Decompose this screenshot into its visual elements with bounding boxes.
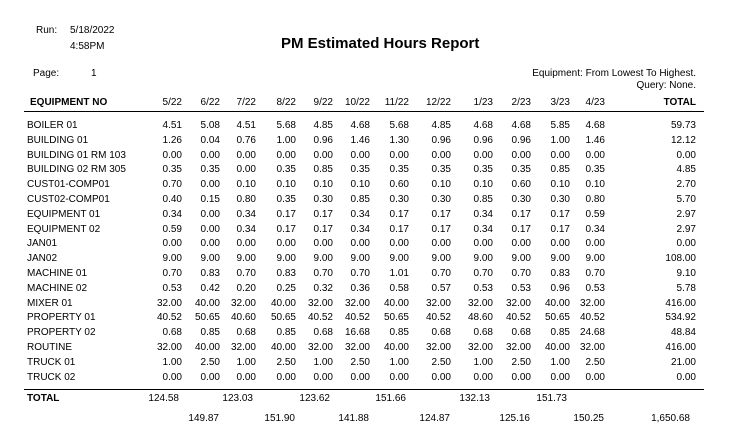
hours-cell: 32.00 <box>156 342 182 353</box>
hours-cell: 0.00 <box>431 238 451 249</box>
hours-cell: 40.00 <box>544 298 570 309</box>
hours-cell: 0.85 <box>550 164 570 175</box>
hours-cell: 0.34 <box>473 209 493 220</box>
hours-cell: 0.00 <box>200 224 220 235</box>
hours-cell: 1.46 <box>350 135 370 146</box>
hours-cell: 0.17 <box>313 224 333 235</box>
equipment-name: PROPERTY 01 <box>27 312 96 323</box>
grand-total: 1,650.68 <box>651 413 690 424</box>
hours-cell: 1.00 <box>550 135 570 146</box>
hours-cell: 0.00 <box>200 372 220 383</box>
hours-cell: 32.00 <box>344 298 370 309</box>
hours-cell: 9.00 <box>313 253 333 264</box>
hours-cell: 40.60 <box>230 312 256 323</box>
hours-cell: 1.00 <box>276 135 296 146</box>
hours-cell: 0.34 <box>236 209 256 220</box>
equipment-name: CUST02-COMP01 <box>27 194 110 205</box>
hours-cell: 0.35 <box>276 194 296 205</box>
equipment-name: TRUCK 02 <box>27 372 76 383</box>
hours-cell: 0.17 <box>313 209 333 220</box>
equipment-name: BUILDING 02 RM 305 <box>27 164 126 175</box>
hours-cell: 0.85 <box>389 327 409 338</box>
hours-cell: 0.85 <box>276 327 296 338</box>
hours-cell: 0.85 <box>200 327 220 338</box>
row-total: 2.70 <box>676 179 696 190</box>
hours-cell: 0.00 <box>473 150 493 161</box>
hours-cell: 0.00 <box>313 238 333 249</box>
hours-cell: 0.70 <box>236 268 256 279</box>
hours-cell: 32.00 <box>467 298 493 309</box>
run-time: 4:58PM <box>70 41 105 52</box>
equipment-name: JAN02 <box>27 253 58 264</box>
hours-cell: 0.10 <box>236 179 256 190</box>
hours-cell: 0.83 <box>276 268 296 279</box>
hours-cell: 0.00 <box>389 372 409 383</box>
hours-cell: 0.10 <box>473 179 493 190</box>
hours-cell: 0.68 <box>313 327 333 338</box>
hours-cell: 4.85 <box>313 120 333 131</box>
hours-cell: 9.00 <box>585 253 605 264</box>
hours-cell: 40.52 <box>505 312 531 323</box>
hours-cell: 40.52 <box>344 312 370 323</box>
hours-cell: 0.00 <box>236 150 256 161</box>
hours-cell: 48.60 <box>467 312 493 323</box>
hours-cell: 0.34 <box>585 224 605 235</box>
row-total: 416.00 <box>665 298 696 309</box>
equipment-name: MIXER 01 <box>27 298 73 309</box>
hours-cell: 0.00 <box>200 209 220 220</box>
row-total: 5.70 <box>676 194 696 205</box>
hours-cell: 0.17 <box>431 224 451 235</box>
hours-cell: 4.68 <box>473 120 493 131</box>
equipment-no-header: EQUIPMENT NO <box>30 97 108 108</box>
month-total: 149.87 <box>188 413 219 424</box>
hours-cell: 0.00 <box>585 372 605 383</box>
hours-cell: 0.00 <box>511 238 531 249</box>
hours-cell: 0.00 <box>276 372 296 383</box>
hours-cell: 0.68 <box>511 327 531 338</box>
hours-cell: 0.70 <box>162 268 182 279</box>
hours-cell: 0.76 <box>236 135 256 146</box>
hours-cell: 0.17 <box>276 209 296 220</box>
hours-cell: 5.68 <box>389 120 409 131</box>
month-total: 125.16 <box>499 413 530 424</box>
hours-cell: 0.80 <box>236 194 256 205</box>
row-total: 108.00 <box>665 253 696 264</box>
run-date: 5/18/2022 <box>70 25 115 36</box>
hours-cell: 0.10 <box>313 179 333 190</box>
hours-cell: 0.30 <box>431 194 451 205</box>
hours-cell: 50.65 <box>194 312 220 323</box>
hours-cell: 0.10 <box>350 179 370 190</box>
hours-cell: 0.00 <box>236 238 256 249</box>
hours-cell: 0.96 <box>511 135 531 146</box>
equipment-name: BUILDING 01 RM 103 <box>27 150 126 161</box>
hours-cell: 32.00 <box>467 342 493 353</box>
hours-cell: 2.50 <box>511 357 531 368</box>
hours-cell: 0.70 <box>431 268 451 279</box>
hours-cell: 0.30 <box>550 194 570 205</box>
hours-cell: 5.08 <box>200 120 220 131</box>
hours-cell: 9.00 <box>276 253 296 264</box>
hours-cell: 40.00 <box>194 298 220 309</box>
row-total: 2.97 <box>676 209 696 220</box>
hours-cell: 0.17 <box>511 224 531 235</box>
hours-cell: 4.85 <box>431 120 451 131</box>
hours-cell: 0.17 <box>431 209 451 220</box>
row-total: 0.00 <box>676 238 696 249</box>
month-header: 11/22 <box>384 97 409 108</box>
month-header: 2/23 <box>511 97 531 108</box>
hours-cell: 24.68 <box>579 327 605 338</box>
hours-cell: 0.30 <box>313 194 333 205</box>
hours-cell: 0.17 <box>276 224 296 235</box>
month-total: 123.62 <box>299 393 330 404</box>
hours-cell: 9.00 <box>350 253 370 264</box>
month-header: 3/23 <box>550 97 570 108</box>
hours-cell: 0.30 <box>511 194 531 205</box>
hours-cell: 5.68 <box>276 120 296 131</box>
hours-cell: 9.00 <box>236 253 256 264</box>
hours-cell: 1.26 <box>162 135 182 146</box>
hours-cell: 16.68 <box>344 327 370 338</box>
hours-cell: 0.58 <box>389 283 409 294</box>
hours-cell: 0.17 <box>550 224 570 235</box>
run-label: Run: <box>36 25 58 36</box>
hours-cell: 2.50 <box>200 357 220 368</box>
hours-cell: 0.00 <box>236 164 256 175</box>
hours-cell: 0.00 <box>431 150 451 161</box>
hours-cell: 0.53 <box>511 283 531 294</box>
row-total: 0.00 <box>676 372 696 383</box>
hours-cell: 0.00 <box>550 238 570 249</box>
hours-cell: 32.00 <box>230 342 256 353</box>
hours-cell: 40.52 <box>156 312 182 323</box>
hours-cell: 0.10 <box>550 179 570 190</box>
hours-cell: 0.00 <box>236 372 256 383</box>
month-header: 5/22 <box>162 97 182 108</box>
hours-cell: 0.00 <box>313 150 333 161</box>
hours-cell: 0.70 <box>350 268 370 279</box>
hours-cell: 0.34 <box>473 224 493 235</box>
hours-cell: 0.17 <box>389 224 409 235</box>
hours-cell: 32.00 <box>579 342 605 353</box>
hours-cell: 0.00 <box>550 150 570 161</box>
hours-cell: 0.00 <box>313 372 333 383</box>
hours-cell: 40.52 <box>425 312 451 323</box>
month-header: 12/22 <box>425 97 451 108</box>
hours-cell: 0.00 <box>276 238 296 249</box>
hours-cell: 0.00 <box>200 179 220 190</box>
month-total: 150.25 <box>573 413 604 424</box>
hours-cell: 40.00 <box>383 342 409 353</box>
total-header: TOTAL <box>663 97 696 108</box>
equipment-name: MACHINE 01 <box>27 268 88 279</box>
total-label: TOTAL <box>27 393 60 404</box>
hours-cell: 0.00 <box>511 150 531 161</box>
hours-cell: 1.30 <box>389 135 409 146</box>
hours-cell: 2.50 <box>585 357 605 368</box>
hours-cell: 0.85 <box>350 194 370 205</box>
hours-cell: 32.00 <box>156 298 182 309</box>
month-total: 124.58 <box>148 393 179 404</box>
hours-cell: 0.17 <box>511 209 531 220</box>
hours-cell: 0.80 <box>585 194 605 205</box>
hours-cell: 0.00 <box>585 150 605 161</box>
hours-cell: 32.00 <box>230 298 256 309</box>
month-total: 132.13 <box>459 393 490 404</box>
equipment-name: BUILDING 01 <box>27 135 89 146</box>
hours-cell: 0.68 <box>236 327 256 338</box>
hours-cell: 0.00 <box>350 238 370 249</box>
hours-cell: 1.00 <box>473 357 493 368</box>
hours-cell: 9.00 <box>431 253 451 264</box>
hours-cell: 40.00 <box>194 342 220 353</box>
hours-cell: 50.65 <box>544 312 570 323</box>
equipment-name: MACHINE 02 <box>27 283 88 294</box>
hours-cell: 0.00 <box>200 150 220 161</box>
hours-cell: 0.30 <box>389 194 409 205</box>
hours-cell: 40.00 <box>383 298 409 309</box>
equipment-name: PROPERTY 02 <box>27 327 96 338</box>
hours-cell: 1.00 <box>236 357 256 368</box>
equipment-name: ROUTINE <box>27 342 72 353</box>
hours-cell: 0.10 <box>276 179 296 190</box>
hours-cell: 0.17 <box>389 209 409 220</box>
hours-cell: 0.00 <box>162 372 182 383</box>
hours-cell: 0.35 <box>473 164 493 175</box>
row-total: 5.78 <box>676 283 696 294</box>
hours-cell: 32.00 <box>344 342 370 353</box>
month-total: 151.66 <box>375 393 406 404</box>
hours-cell: 0.25 <box>276 283 296 294</box>
hours-cell: 0.83 <box>550 268 570 279</box>
hours-cell: 0.60 <box>389 179 409 190</box>
hours-cell: 0.59 <box>585 209 605 220</box>
hours-cell: 40.00 <box>270 342 296 353</box>
hours-cell: 0.10 <box>431 179 451 190</box>
hours-cell: 40.52 <box>307 312 333 323</box>
hours-cell: 0.04 <box>200 135 220 146</box>
equipment-name: BOILER 01 <box>27 120 78 131</box>
hours-cell: 0.53 <box>585 283 605 294</box>
hours-cell: 0.00 <box>550 372 570 383</box>
hours-cell: 0.00 <box>389 238 409 249</box>
hours-cell: 0.00 <box>473 238 493 249</box>
hours-cell: 0.35 <box>585 164 605 175</box>
equipment-name: CUST01-COMP01 <box>27 179 110 190</box>
hours-cell: 4.51 <box>236 120 256 131</box>
hours-cell: 0.00 <box>350 372 370 383</box>
hours-cell: 0.57 <box>431 283 451 294</box>
hours-cell: 9.00 <box>473 253 493 264</box>
hours-cell: 9.00 <box>511 253 531 264</box>
hours-cell: 0.40 <box>162 194 182 205</box>
hours-cell: 0.00 <box>389 150 409 161</box>
hours-cell: 2.50 <box>276 357 296 368</box>
row-total: 0.00 <box>676 150 696 161</box>
hours-cell: 4.68 <box>585 120 605 131</box>
hours-cell: 32.00 <box>307 298 333 309</box>
hours-cell: 40.00 <box>270 298 296 309</box>
row-total: 9.10 <box>676 268 696 279</box>
hours-cell: 1.00 <box>550 357 570 368</box>
hours-cell: 0.10 <box>585 179 605 190</box>
hours-cell: 0.00 <box>585 238 605 249</box>
hours-cell: 50.65 <box>270 312 296 323</box>
hours-cell: 0.70 <box>313 268 333 279</box>
hours-cell: 9.00 <box>162 253 182 264</box>
hours-cell: 9.00 <box>389 253 409 264</box>
hours-cell: 0.70 <box>473 268 493 279</box>
report-title: PM Estimated Hours Report <box>281 35 480 52</box>
month-total: 141.88 <box>338 413 369 424</box>
hours-cell: 1.00 <box>162 357 182 368</box>
month-header: 8/22 <box>276 97 296 108</box>
hours-cell: 0.53 <box>162 283 182 294</box>
hours-cell: 0.00 <box>473 372 493 383</box>
page-label: Page: <box>33 68 60 79</box>
hours-cell: 5.85 <box>550 120 570 131</box>
hours-cell: 0.85 <box>313 164 333 175</box>
equipment-name: EQUIPMENT 01 <box>27 209 101 220</box>
hours-cell: 0.68 <box>473 327 493 338</box>
equipment-name: EQUIPMENT 02 <box>27 224 101 235</box>
row-total: 12.12 <box>670 135 696 146</box>
month-header: 9/22 <box>313 97 333 108</box>
hours-cell: 0.83 <box>200 268 220 279</box>
hours-cell: 2.50 <box>350 357 370 368</box>
row-total: 416.00 <box>665 342 696 353</box>
hours-cell: 0.70 <box>162 179 182 190</box>
hours-cell: 0.34 <box>350 224 370 235</box>
month-total: 151.73 <box>536 393 567 404</box>
hours-cell: 0.00 <box>431 372 451 383</box>
hours-cell: 0.35 <box>276 164 296 175</box>
month-header: 1/23 <box>473 97 493 108</box>
hours-cell: 0.96 <box>550 283 570 294</box>
hours-cell: 50.65 <box>383 312 409 323</box>
hours-cell: 0.68 <box>162 327 182 338</box>
hours-cell: 0.34 <box>350 209 370 220</box>
hours-cell: 0.96 <box>473 135 493 146</box>
hours-cell: 9.00 <box>550 253 570 264</box>
hours-cell: 1.01 <box>389 268 409 279</box>
hours-cell: 32.00 <box>307 342 333 353</box>
hours-cell: 40.52 <box>579 312 605 323</box>
hours-cell: 2.50 <box>431 357 451 368</box>
month-header: 6/22 <box>200 97 220 108</box>
hours-cell: 0.60 <box>511 179 531 190</box>
hours-cell: 0.35 <box>200 164 220 175</box>
hours-cell: 0.35 <box>389 164 409 175</box>
hours-cell: 0.00 <box>350 150 370 161</box>
hours-cell: 1.46 <box>585 135 605 146</box>
total-rule <box>24 389 704 390</box>
hours-cell: 0.00 <box>200 238 220 249</box>
month-total: 124.87 <box>419 413 450 424</box>
hours-cell: 0.36 <box>350 283 370 294</box>
hours-cell: 0.20 <box>236 283 256 294</box>
hours-cell: 1.00 <box>389 357 409 368</box>
month-total: 151.90 <box>264 413 295 424</box>
row-total: 48.84 <box>670 327 696 338</box>
hours-cell: 0.96 <box>313 135 333 146</box>
hours-cell: 32.00 <box>505 342 531 353</box>
hours-cell: 9.00 <box>200 253 220 264</box>
page-number: 1 <box>91 68 97 79</box>
hours-cell: 0.35 <box>511 164 531 175</box>
equipment-name: JAN01 <box>27 238 58 249</box>
hours-cell: 0.35 <box>350 164 370 175</box>
header-rule <box>24 111 704 112</box>
hours-cell: 0.53 <box>473 283 493 294</box>
hours-cell: 32.00 <box>505 298 531 309</box>
hours-cell: 0.70 <box>585 268 605 279</box>
row-total: 534.92 <box>665 312 696 323</box>
hours-cell: 40.00 <box>544 342 570 353</box>
hours-cell: 0.34 <box>162 209 182 220</box>
month-header: 4/23 <box>585 97 605 108</box>
hours-cell: 0.35 <box>431 164 451 175</box>
equipment-name: TRUCK 01 <box>27 357 76 368</box>
hours-cell: 0.00 <box>162 150 182 161</box>
hours-cell: 0.00 <box>511 372 531 383</box>
hours-cell: 0.70 <box>511 268 531 279</box>
hours-cell: 1.00 <box>313 357 333 368</box>
month-header: 10/22 <box>344 97 370 108</box>
hours-cell: 32.00 <box>425 342 451 353</box>
hours-cell: 32.00 <box>579 298 605 309</box>
hours-cell: 4.68 <box>511 120 531 131</box>
month-total: 123.03 <box>222 393 253 404</box>
hours-cell: 4.68 <box>350 120 370 131</box>
hours-cell: 0.00 <box>276 150 296 161</box>
row-total: 21.00 <box>670 357 696 368</box>
hours-cell: 0.32 <box>313 283 333 294</box>
hours-cell: 0.17 <box>550 209 570 220</box>
hours-cell: 0.68 <box>431 327 451 338</box>
hours-cell: 32.00 <box>425 298 451 309</box>
hours-cell: 0.42 <box>200 283 220 294</box>
hours-cell: 0.15 <box>200 194 220 205</box>
row-total: 59.73 <box>670 120 696 131</box>
hours-cell: 4.51 <box>162 120 182 131</box>
hours-cell: 0.59 <box>162 224 182 235</box>
hours-cell: 0.00 <box>162 238 182 249</box>
equipment-filter: Equipment: From Lowest To Highest. <box>532 68 696 79</box>
query-filter: Query: None. <box>636 80 696 91</box>
row-total: 2.97 <box>676 224 696 235</box>
hours-cell: 0.96 <box>431 135 451 146</box>
hours-cell: 0.85 <box>473 194 493 205</box>
hours-cell: 0.35 <box>162 164 182 175</box>
month-header: 7/22 <box>236 97 256 108</box>
hours-cell: 0.34 <box>236 224 256 235</box>
row-total: 4.85 <box>676 164 696 175</box>
hours-cell: 0.85 <box>550 327 570 338</box>
